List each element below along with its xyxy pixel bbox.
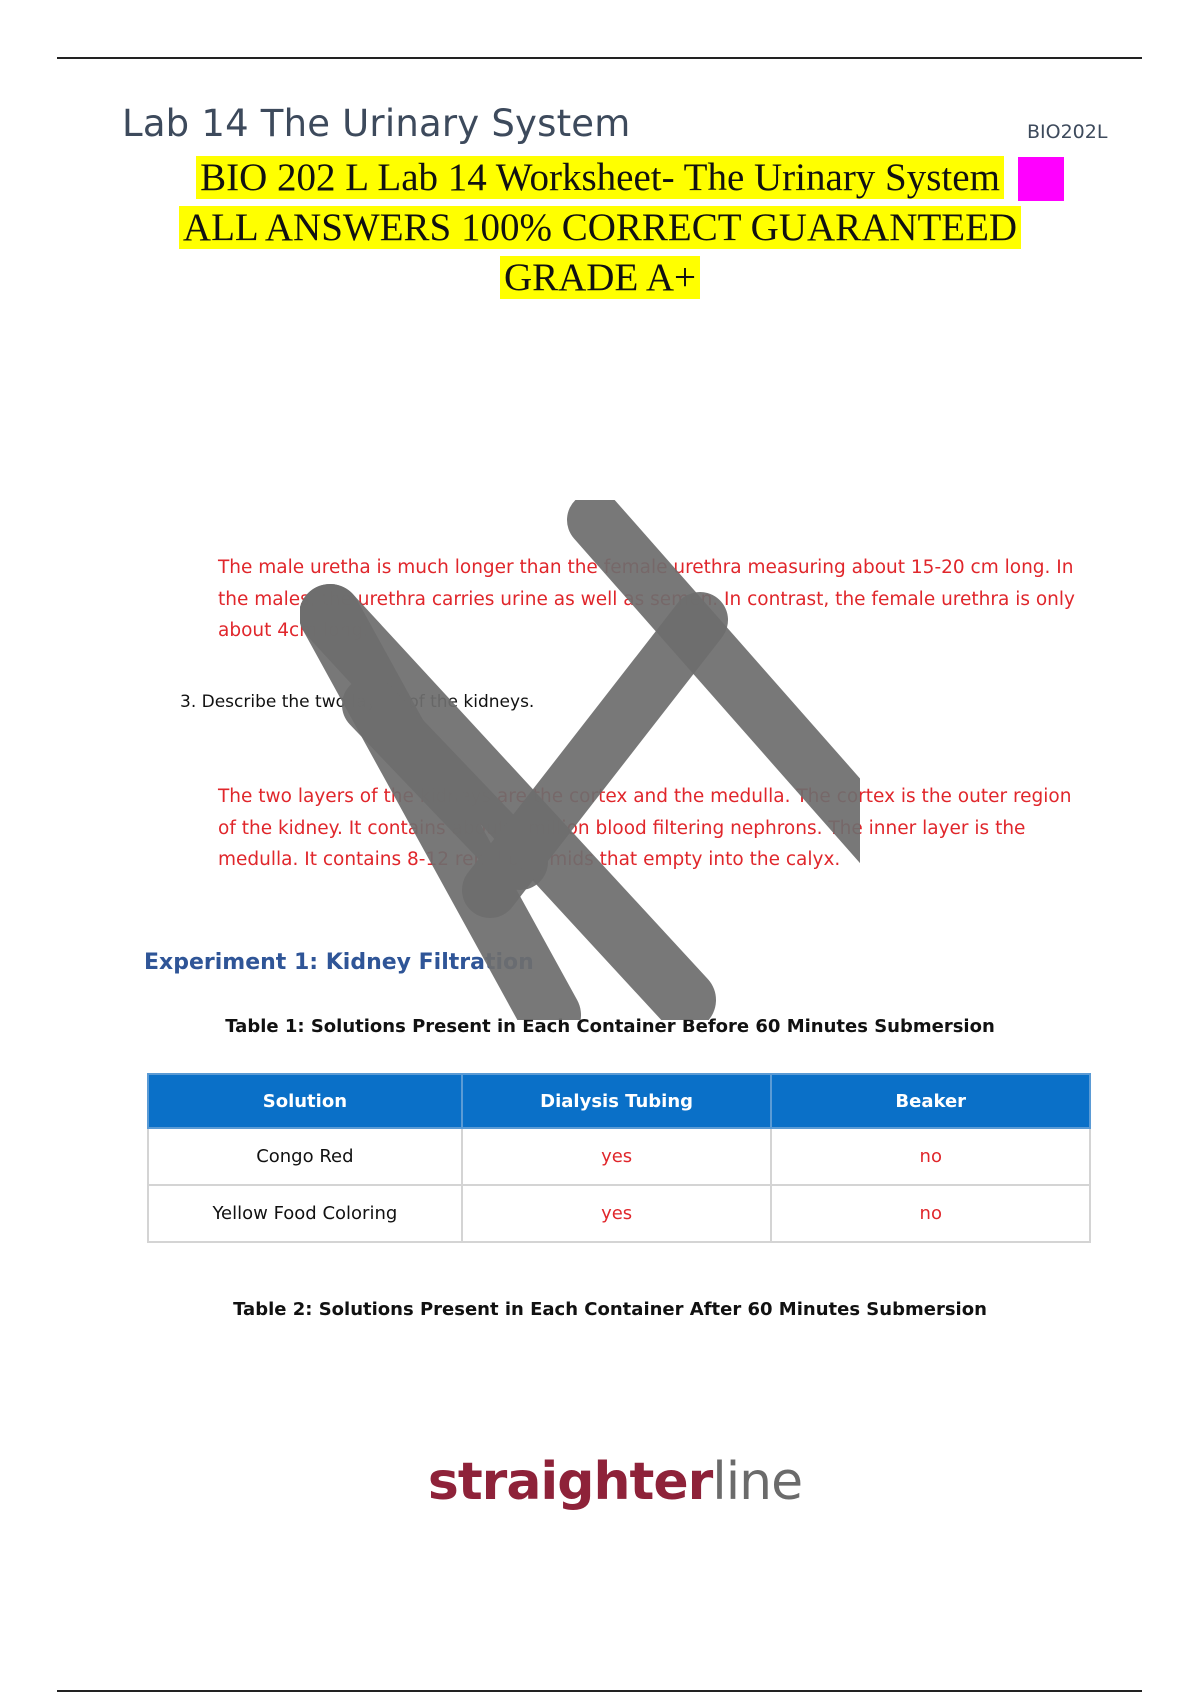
course-code: BIO202L xyxy=(1027,121,1108,143)
straighterline-logo: straighterline xyxy=(427,1452,803,1512)
table-cell: Yellow Food Coloring xyxy=(148,1185,462,1242)
question-3: 3. Describe the two layers of the kidneys. xyxy=(180,692,535,712)
table-row xyxy=(148,1128,1090,1185)
banner-line-3: GRADE A+ xyxy=(0,253,1200,303)
page-header-title: Lab 14 The Urinary System xyxy=(122,102,631,145)
table2-caption: Table 2: Solutions Present in Each Container After 60 Minutes Submersion xyxy=(233,1299,987,1320)
table-header-cell: Dialysis Tubing xyxy=(462,1074,772,1128)
answer-urethra: The male uretha is much longer than the female urethra measuring about 15-20 cm long. In the males, the urethra carries urine as well as semen. In contrast, the female urethra is only about 4cm long. xyxy=(218,557,1075,641)
pink-highlight-mark xyxy=(1018,157,1064,201)
table-header-cell: Solution xyxy=(148,1074,462,1128)
banner-line-2: ALL ANSWERS 100% CORRECT GUARANTEED xyxy=(0,203,1200,253)
table1 xyxy=(147,1073,1091,1243)
experiment-heading: Experiment 1: Kidney Filtration xyxy=(144,950,534,975)
table-cell: yes xyxy=(462,1128,772,1185)
bottom-rule xyxy=(57,1690,1142,1692)
table-header-row xyxy=(148,1074,1090,1128)
banner-line-1: BIO 202 L Lab 14 Worksheet- The Urinary System xyxy=(0,153,1200,203)
answer-kidney-layers: The two layers of the kidneys are the cortex and the medulla. The cortex is the outer region of the kidney. It contains about a million blood filtering nephrons. The inner layer is the medulla. It contains 8-12 renal pyramids that empty into the calyx. xyxy=(218,786,1072,870)
table-header-cell: Beaker xyxy=(771,1074,1090,1128)
table-row xyxy=(148,1185,1090,1242)
table-cell: yes xyxy=(462,1185,772,1242)
table-cell: no xyxy=(771,1185,1090,1242)
top-rule xyxy=(57,57,1142,59)
table-cell: no xyxy=(771,1128,1090,1185)
table1-caption: Table 1: Solutions Present in Each Container Before 60 Minutes Submersion xyxy=(225,1016,995,1037)
table-cell: Congo Red xyxy=(148,1128,462,1185)
